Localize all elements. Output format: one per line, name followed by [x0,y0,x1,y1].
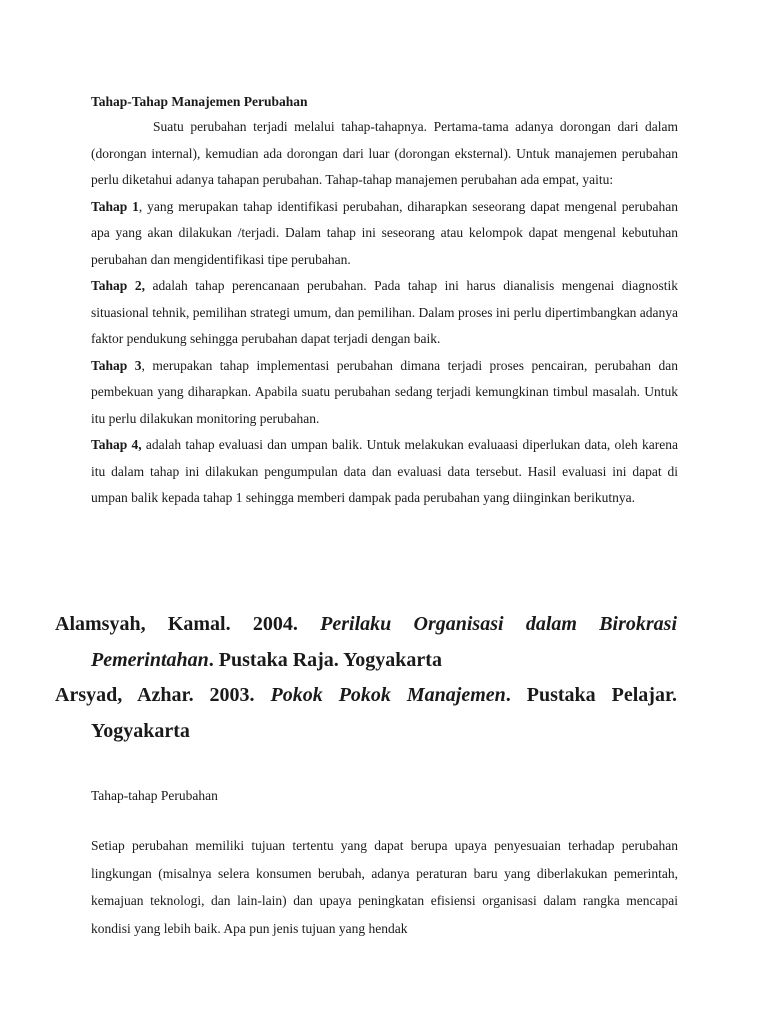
stage-4-text: adalah tahap evaluasi dan umpan balik. Untuk melakukan evaluaasi diperlukan data, oleh karena itu dalam tahap ini dilakukan pengumpulan data dan evaluasi data tersebut. Hasil evaluasi ini dapat di umpan balik kepada tahap 1 sehingga memberi dampak pada perubahan yang diinginkan berikutnya. [91,437,678,505]
intro-paragraph: Suatu perubahan terjadi melalui tahap-tahapnya. Pertama-tama adanya dorongan dari dalam (dorongan internal), kemudian ada dorongan dari luar (dorongan eksternal). Untuk manajemen perubahan perlu diketahui adanya tahapan perubahan. Tahap-tahap manajemen perubahan ada empat, yaitu: [91,119,678,187]
reference-title: Pokok Pokok Manajemen [270,684,506,706]
reference-list [55,607,677,749]
reference-item [55,678,677,749]
reference-publisher: . Pustaka Pelajar. Yogyakarta [91,684,677,742]
stage-1-text: yang merupakan tahap identifikasi perubahan, diharapkan seseorang dapat mengenal perubahan apa yang akan dilakukan /terjadi. Dalam tahap ini seseorang atau kelompok dapat mengenal kebutuhan perubahan dan mengidentifikasi tipe perubahan. [91,198,679,267]
stage-1-paragraph [91,194,678,274]
section-change-stages [91,784,678,942]
section-subtitle: Tahap-tahap Perubahan [91,788,218,803]
stage-2-paragraph [91,273,678,353]
reference-author: Alamsyah, Kamal. 2004. [55,613,321,635]
stage-3-paragraph [91,353,678,433]
stage-2-label: Tahap 2, [91,278,145,293]
stage-1-sep: , [138,198,143,214]
section-stages [91,92,678,512]
stage-3-label: Tahap 3 [91,357,142,373]
stage-4-label: Tahap 4, [91,437,142,452]
reference-item [55,607,677,678]
reference-title: Perilaku Organisasi dalam Birokrasi Pemerintahan [91,613,677,671]
reference-publisher: . Pustaka Raja. Yogyakarta [208,648,442,671]
stage-3-text: merupakan tahap implementasi perubahan dimana terjadi proses pencairan, perubahan dan pembekuan yang diharapkan. Apabila suatu perubahan sedang terjadi kemungkinan timbul masalah. Untuk itu perlu dilakukan monitoring perubahan. [91,357,678,426]
stage-4-paragraph [91,432,678,512]
stage-3-sep: , [141,357,145,373]
stage-2-text: adalah tahap perencanaan perubahan. Pada tahap ini harus dianalisis mengenai diagnostik situasional tehnik, pemilihan strategi umum, dan pemilihan. Dalam proses ini perlu dipertimbangkan adanya faktor pendukung sehingga perubahan dapat terjadi dengan baik. [91,278,679,346]
stage-1-label: Tahap 1 [91,198,139,214]
reference-author: Arsyad, Azhar. 2003. [55,684,271,706]
section-title: Tahap-Tahap Manajemen Perubahan [91,94,308,109]
body-paragraph: Setiap perubahan memiliki tujuan tertentu yang dapat berupa upaya penyesuaian terhadap perubahan lingkungan (misalnya selera konsumen berubah, adanya peraturan baru yang diberlakukan pemerintah, kemajuan teknologi, dan lain-lain) dan upaya peningkatan efisiensi organisasi dalam rangka mencapai kondisi yang lebih baik. Apa pun jenis tujuan yang hendak [91,838,678,936]
